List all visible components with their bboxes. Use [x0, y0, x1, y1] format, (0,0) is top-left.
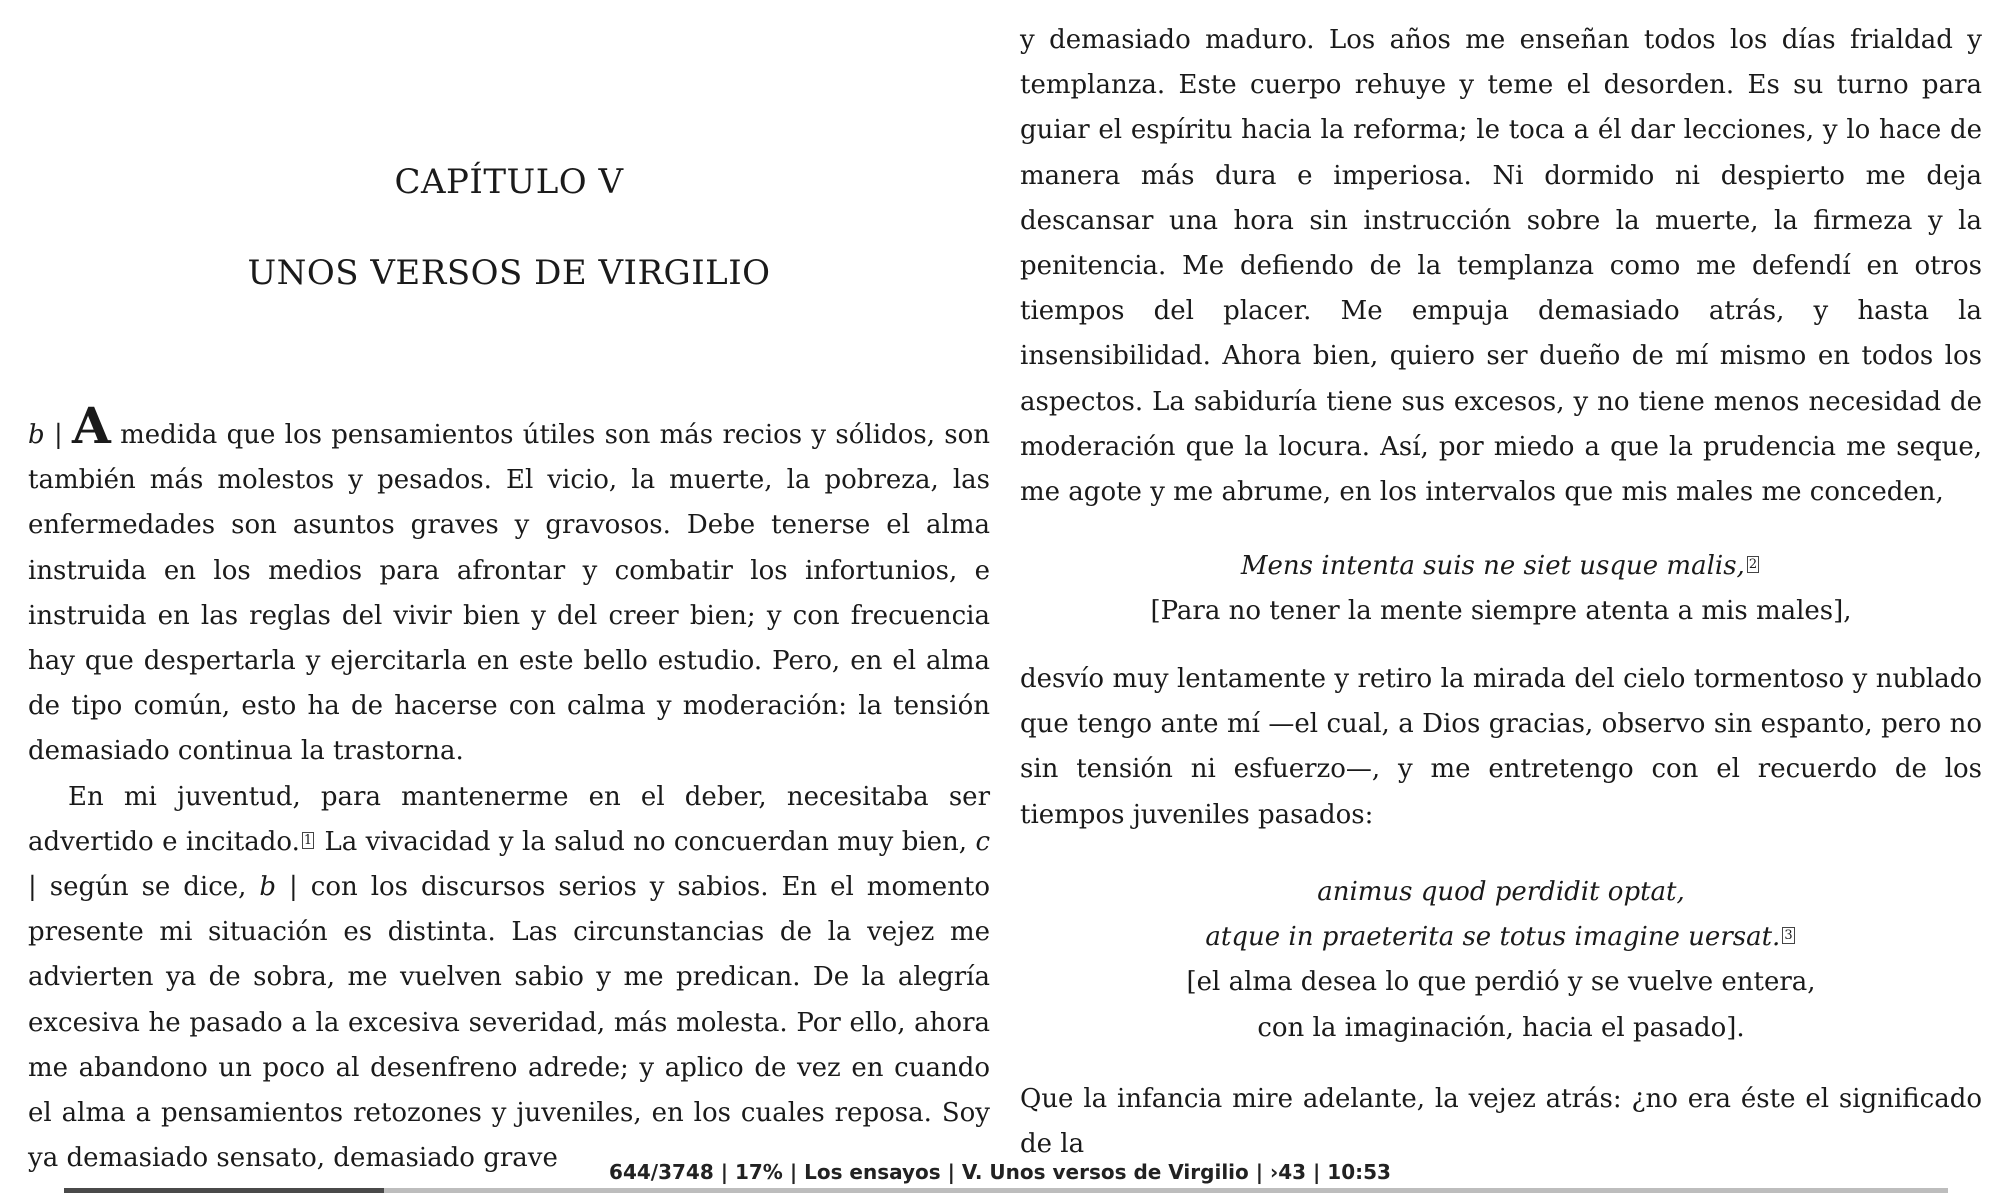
left-page — [28, 0, 990, 1200]
paragraph: b | A medida que los pensamientos útiles son más recios y sólidos, son también más molestos y pesados. El vicio, la muerte, la pobreza, las enfermedades son asuntos graves y gravosos. Debe tenerse el alma instruida en los medios para afrontar y combatir los infortunios, e instruida en las reglas del vivir bien y del creer bien; y con frecuencia hay que despertarla y ejercitarla en este bello estudio. Pero, en el alma de tipo común, esto ha de hacerse con calma y moderación: la tensión demasiado continua la trastorna. — [28, 396, 991, 767]
reading-progress-bar[interactable] — [64, 1188, 1948, 1193]
chapter-subtitle: UNOS VERSOS DE VIRGILIO — [247, 253, 771, 293]
latin-verse: Mens intenta suis ne siet usque malis, — [1240, 551, 1745, 581]
footnote-link[interactable]: 3 — [1784, 928, 1793, 944]
verse-translation: [el alma desea lo que perdió y se vuelve entera, — [1186, 967, 1816, 998]
right-body-text — [1020, 1077, 1982, 1167]
paragraph: y demasiado maduro. Los años me enseñan todos los días frialdad y templanza. Este cuerpo rehuye y teme el desorden. Es su turno para guiar el espíritu hacia la reforma; le toca a él dar lecciones, y lo hace de manera más dura e imperiosa. Ni dormido ni despierto me deja descansar una hora sin instrucción sobre la muerte, la firmeza y la penitencia. Me defiendo de la templanza como me defendí en otros tiempos del placer. Me empuja demasiado atrás, y hasta la insensibilidad. Ahora bien, quiero ser dueño de mí mismo en todos los aspectos. La sabiduría tiene sus excesos, y no tiene menos necesidad de moderación que la locura. Así, por miedo a que la prudencia me seque, me agote y me abrume, en los intervalos que mis males me conceden, — [1020, 25, 1982, 508]
verse-translation: con la imaginación, hacia el pasado]. — [1257, 1012, 1745, 1043]
paragraph-text: En mi juventud, para mantenerme en el deber, necesitaba ser advertido e incitado. — [28, 781, 990, 857]
paragraph: Que la infancia mire adelante, la vejez atrás: ¿no era éste el significado de la — [1020, 1084, 1982, 1160]
right-body-text — [1020, 657, 1982, 838]
footnote-link[interactable]: 1 — [303, 832, 313, 848]
paragraph-text: La vivacidad y la salud no concuerdan muy bien, — [316, 826, 976, 857]
paragraph-text: medida que los pensamientos útiles son más recios y sólidos, son también más molestos y pesados. El vicio, la muerte, la pobreza, las enfermedades son asuntos graves y gravosos. Debe tenerse el alma instruida en los medios para afrontar y combatir los infortunios, e instruida en las reglas del vivir bien y del creer bien; y con frecuencia hay que despertarla y ejercitarla en este bello estudio. Pero, en el alma de tipo común, esto ha de hacerse con calma y moderación: la tensión demasiado continua la trastorna. — [28, 420, 991, 767]
verse-quote — [1020, 544, 1982, 634]
paragraph: En mi juventud, para mantenerme en el deber, necesitaba ser advertido e incitado. $^1$ La vivacidad y la salud no concuerdan muy bien, c | según se dice, b | con los discursos serios y sabios. En el momento presente mi situación es distinta. Las circunstancias de la vejez me advierten ya de sobra, me vuelven sabio y me predican. De la alegría excesiva he pasado a la excesiva severidad, más molesta. Por ello, ahora me abandono un poco al desenfreno adrede; y aplico de vez en cuando el alma a pensamientos retozones y juveniles, en los cuales reposa. Soy ya demasiado sensato, demasiado grave — [28, 781, 990, 1174]
verse-translation: [Para no tener la mente siempre atenta a mis males], — [1150, 596, 1852, 627]
latin-verse: atque in praeterita se totus imagine uersat. — [1205, 922, 1781, 953]
right-body-text — [1020, 18, 1982, 515]
latin-verse: animus quod perdidit optat, — [1317, 877, 1685, 907]
edition-marker: b — [259, 872, 277, 903]
drop-cap: A — [72, 396, 111, 455]
status-bar: 644/3748 | 17% | Los ensayos | V. Unos versos de Virgilio | ›43 | 10:53 — [609, 1160, 1391, 1184]
edition-marker: c — [975, 826, 990, 857]
left-body-text — [28, 396, 991, 1181]
paragraph-text: con los discursos serios y sabios. En el momento presente mi situación es distinta. Las circunstancias de la vejez me advierten ya de sobra, me vuelven sabio y me predican. De la alegría excesiva he pasado a la excesiva severidad, más molesta. Por ello, ahora me abandono un poco al desenfreno adrede; y aplico de vez en cuando el alma a pensamientos retozones y juveniles, en los cuales reposa. Soy ya demasiado sensato, demasiado grave — [28, 872, 990, 1174]
paragraph-text: según se dice, — [36, 872, 260, 903]
edition-marker: b — [28, 420, 45, 450]
right-page — [1020, 0, 1982, 1200]
verse-quote — [1020, 870, 1982, 1051]
reading-progress-fill — [64, 1188, 384, 1193]
footnote-link[interactable]: 2 — [1748, 557, 1758, 572]
paragraph: desvío muy lentamente y retiro la mirada del cielo tormentoso y nublado que tengo ante mí —el cual, a Dios gracias, observo sin espanto, pero no sin tensión ni esfuerzo—, y me entretengo con el recuerdo de los tiempos juveniles pasados: — [1020, 664, 1982, 830]
chapter-title: CAPÍTULO V — [394, 162, 624, 202]
